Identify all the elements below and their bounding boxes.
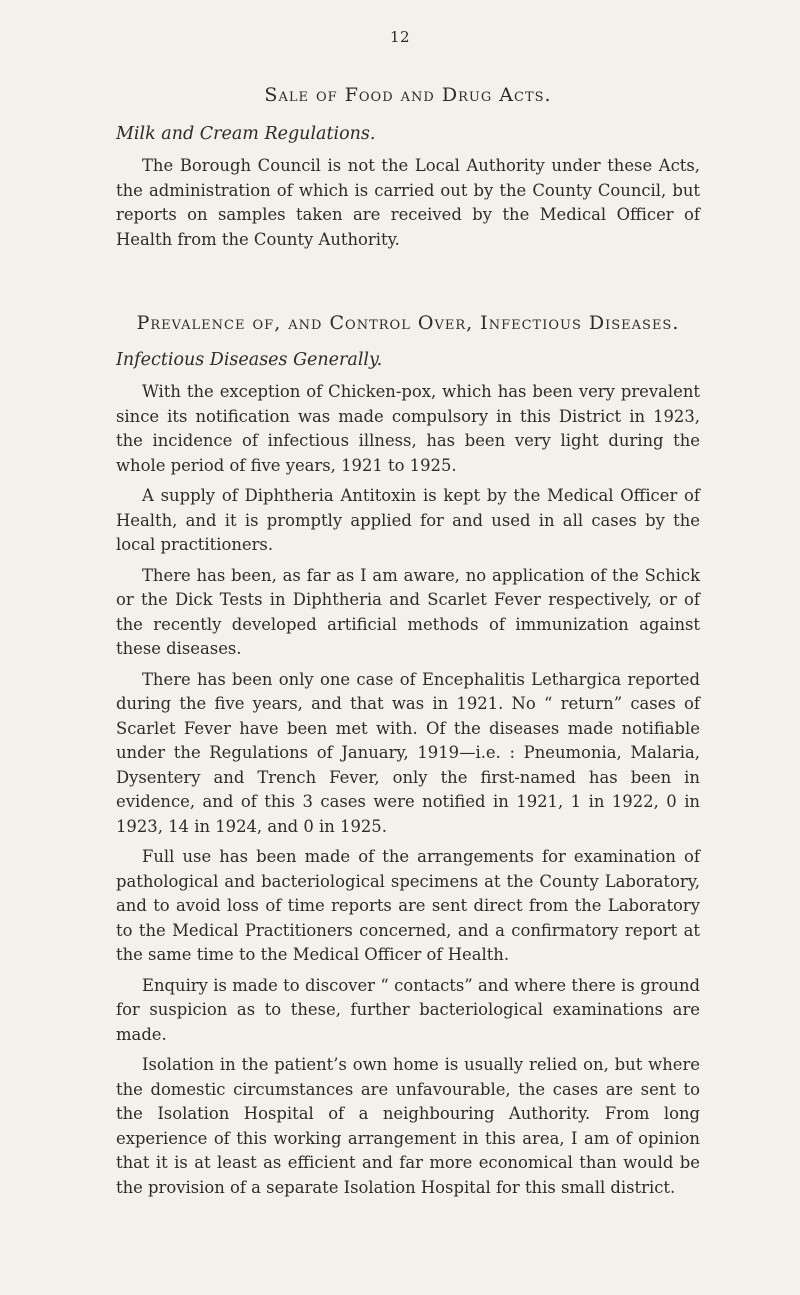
paragraph: Isolation in the patient’s own home is usually relied on, but where the domestic circumstances are unfavourable, the cases are sent to the Isolation Hospital of a neighbouring Authority. From long experience of this working arrangement in this area, I am of opinion that it is at least as efficient and far more economical than would be the provision of a separate Isolation Hospital for this small district. <box>116 1055 700 1197</box>
page-number: 12 <box>389 28 411 46</box>
section-subheading: Infectious Diseases Generally. <box>116 350 383 370</box>
section-infectious-diseases <box>116 308 700 1200</box>
page-content <box>116 80 700 1206</box>
paragraph: The Borough Council is not the Local Authority under these Acts, the administration of which is carried out by the County Council, but reports on samples taken are received by the Medical Officer of Health from the County Authority. <box>116 156 700 249</box>
section-food-drug-acts <box>116 80 700 252</box>
section-heading: Sale of Food and Drug Acts. <box>264 84 552 106</box>
paragraph: There has been, as far as I am aware, no application of the Schick or the Dick Tests in Diphtheria and Scarlet Fever respectively, or of the recently developed artificial methods of immunization against these diseases. <box>116 565 700 658</box>
paragraph: A supply of Diphtheria Antitoxin is kept by the Medical Officer of Health, and it is promptly applied for and used in all cases by the local practitioners. <box>116 486 700 554</box>
paragraph: With the exception of Chicken-pox, which has been very prevalent since its notification was made compulsory in this District in 1923, the incidence of infectious illness, has been very light during the whole period of five years, 1921 to 1925. <box>116 382 700 475</box>
section-subheading: Milk and Cream Regulations. <box>116 124 376 144</box>
section-heading: Prevalence of, and Control Over, Infectious Diseases. <box>136 312 680 334</box>
paragraph: Enquiry is made to discover “ contacts” and where there is ground for suspicion as to these, further bacteriological examinations are made. <box>116 975 700 1044</box>
paragraph: There has been only one case of Encephalitis Lethargica reported during the five years, and that was in 1921. No “ return” cases of Scarlet Fever have been met with. Of the diseases made notifiable under the Regulations of January, 1919—i.e. : Pneumonia, Malaria, Dysentery and Trench Fever, only the first-named has been in evidence, and of this 3 cases were notified in 1921, 1 in 1922, 0 in 1923, 14 in 1924, and 0 in 1925. <box>116 669 700 836</box>
paragraph: Full use has been made of the arrangements for examination of pathological and bacteriological specimens at the County Laboratory, and to avoid loss of time reports are sent direct from the Laboratory to the Medical Practitioners concerned, and a confirmatory report at the same time to the Medical Officer of Health. <box>116 847 700 964</box>
